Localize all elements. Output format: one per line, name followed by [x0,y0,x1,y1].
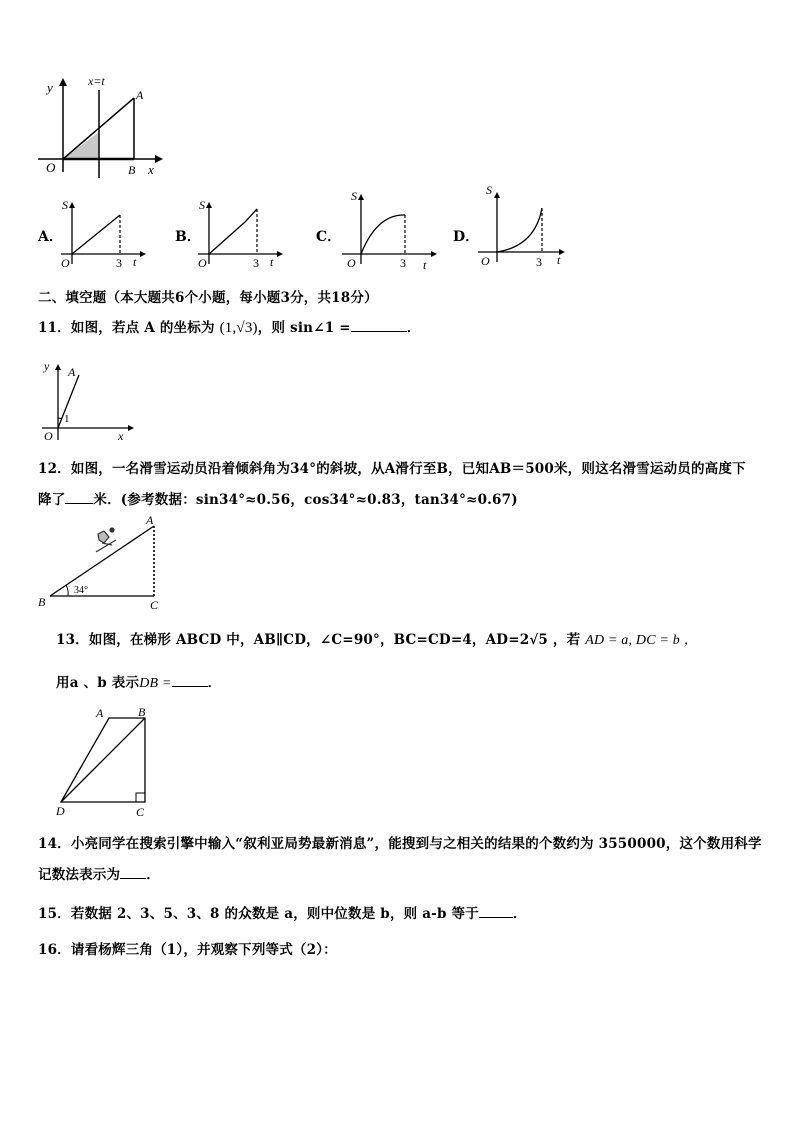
label-y: y [44,359,50,373]
label-D: D [56,804,65,818]
top-figure [30,72,170,180]
curve-concave [361,215,405,254]
x-axis-arrow [155,155,163,163]
q13-figure [50,704,160,820]
label-A: A [68,365,76,379]
label-t: t [133,255,137,269]
q12-figure [32,512,172,612]
q13-vector-db: DB = [139,676,172,691]
question-11 [38,316,420,337]
q13-end: ． [207,675,222,691]
axis-t-arrow [277,251,283,257]
label-O: O [61,256,70,270]
q12-text-a: 降了 [38,492,66,508]
y-axis-arrow [55,364,61,370]
label-B: B [128,163,136,177]
label-t: t [270,255,274,269]
label-O: O [347,256,356,270]
option-a-graph [58,194,148,270]
label-S: S [486,183,492,197]
label-A: A [96,706,104,720]
q12-text-b: 米．(参考数据：sin34°≈0.56，cos34°≈0.83，tan34°≈0.67) [93,492,518,508]
option-b-graph [195,194,285,270]
question-13-line-2 [56,671,221,692]
label-y: y [47,80,53,95]
label-A: A [136,88,144,102]
label-O: O [481,254,490,268]
label-O: O [46,160,56,175]
option-a-label: A． [38,229,63,245]
angle-arc [66,585,68,596]
option-c-label: C． [316,229,342,245]
q11-coord: (1,√3) [219,320,258,336]
label-3: 3 [536,255,542,269]
option-c-graph [339,184,439,272]
q11-text-b: ，则 sin∠1 = [257,320,351,336]
x-axis-arrow [128,425,134,431]
axis-s-arrow [494,192,500,198]
label-O: O [198,256,207,270]
question-13-line-1 [56,628,698,649]
option-b-label: B． [175,229,201,245]
q11-answer-blank[interactable] [351,330,407,332]
q14-text: 记数法表示为 [38,867,121,883]
right-angle-marker [136,793,145,802]
question-12-line-2 [38,488,518,508]
question-14-line-1: 14．小亮同学在搜索引擎中输入“叙利亚局势最新消息”，能搜到与之相关的结果的个数约为 3550000，这个数用科学 [38,836,762,852]
label-C: C [150,598,159,612]
label-1: 1 [64,413,70,425]
q14-end: ． [146,867,160,883]
question-14-line-2 [38,863,160,883]
q13-answer-blank[interactable] [172,685,208,687]
label-O: O [44,429,53,443]
axis-t-arrow [140,251,146,257]
label-t: t [423,258,427,272]
axis-t-arrow [431,251,437,257]
axis-s-arrow [206,202,212,208]
question-16: 16．请看杨辉三角（1），并观察下列等式（2）： [38,942,337,958]
q15-end: ． [512,906,527,922]
label-x-equals-t: x=t [88,74,105,88]
curve-piecewise [209,209,257,254]
q13-text-a: 13．如图，在梯形 ABCD 中，AB∥CD，∠C=90°，BC=CD=4，AD=2√5 ，若 [56,632,581,648]
q15-answer-blank[interactable] [479,916,513,918]
label-S: S [351,189,357,203]
label-t: t [557,253,561,267]
q15-text: 15．若数据 2、3、5、3、8 的众数是 a，则中位数是 b，则 a-b 等于 [38,906,479,922]
option-d-label: D． [453,229,480,245]
label-x: x [118,429,124,443]
q12-answer-blank[interactable] [65,502,93,504]
label-3: 3 [116,256,122,270]
section-heading: 二、填空题（本大题共6个小题，每小题3分，共18分） [38,290,378,306]
label-B: B [138,705,146,719]
label-angle: 34° [74,585,88,596]
label-3: 3 [400,256,406,270]
diagonal-DB [61,718,145,802]
q11-figure [36,356,140,444]
option-d-graph [475,180,575,270]
skier-icon [96,528,116,552]
axis-s-arrow [358,194,364,200]
question-15 [38,902,527,922]
question-12-line-1: 12．如图，一名滑雪运动员沿着倾斜角为34°的斜坡，从A滑行至B，已知AB＝500米，则这名滑雪运动员的高度下 [38,461,746,477]
curve-convex [497,208,542,252]
q14-answer-blank[interactable] [120,877,146,879]
label-S: S [62,198,68,212]
q13-text-b: 用a 、b 表示 [56,675,140,691]
label-C: C [136,805,145,819]
q11-text-a: 11．如图，若点 A 的坐标为 [38,320,220,336]
label-S: S [199,198,205,212]
label-A: A [146,513,154,527]
y-axis-arrow [59,78,67,86]
label-x: x [148,162,154,177]
q11-end: ． [406,320,421,336]
q13-vector-relation: AD = a, DC = b ， [585,633,698,648]
axis-s-arrow [69,202,75,208]
label-3: 3 [253,256,259,270]
label-B: B [38,595,46,609]
curve-linear [72,215,120,254]
